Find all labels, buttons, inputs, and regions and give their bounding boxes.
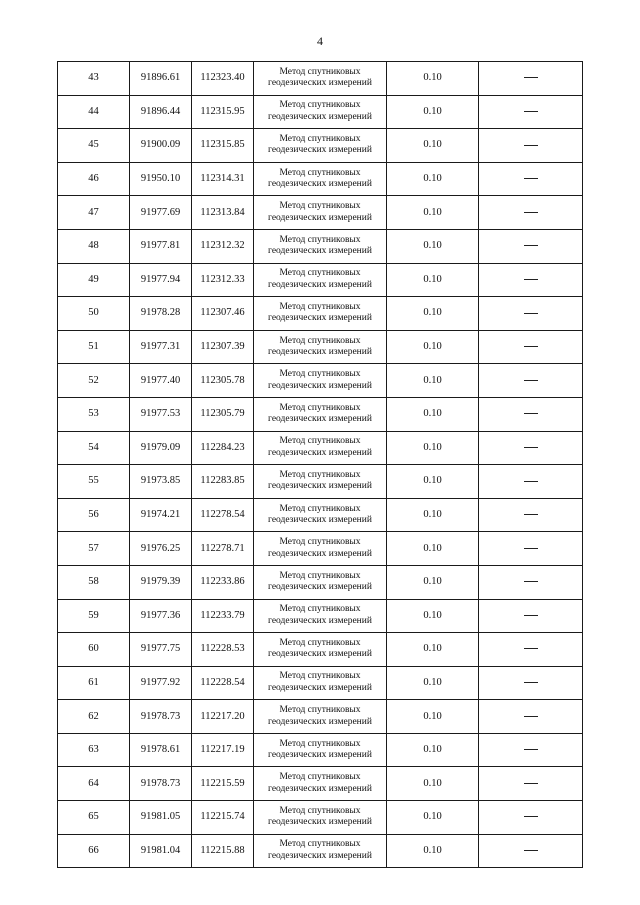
x-coordinate-cell: 91977.94 [130,263,192,297]
description-cell [479,834,583,868]
method-line-2: геодезических измерений [268,548,372,559]
y-coordinate-cell: 112228.53 [192,633,254,667]
description-cell [479,62,583,96]
accuracy-cell: 0.10 [387,666,479,700]
table-row [58,834,583,868]
dash-mark [524,615,538,616]
accuracy-cell: 0.10 [387,364,479,398]
y-coordinate-cell: 112305.78 [192,364,254,398]
x-coordinate-cell: 91978.73 [130,700,192,734]
point-number-cell: 45 [58,129,130,163]
method-line-1: Метод спутниковых [279,335,361,346]
method-line-1: Метод спутниковых [279,637,361,648]
description-cell [479,229,583,263]
method-line-1: Метод спутниковых [279,705,361,716]
table-row [58,431,583,465]
method-cell [254,498,387,532]
method-cell [254,633,387,667]
method-cell [254,599,387,633]
table-row [58,532,583,566]
table-row [58,330,583,364]
dash-mark [524,850,538,851]
method-cell [254,263,387,297]
y-coordinate-cell: 112315.85 [192,129,254,163]
table-row [58,565,583,599]
method-line-2: геодезических измерений [268,447,372,458]
description-cell [479,330,583,364]
dash-mark [524,447,538,448]
x-coordinate-cell: 91900.09 [130,129,192,163]
description-cell [479,801,583,835]
dash-mark [524,514,538,515]
accuracy-cell: 0.10 [387,229,479,263]
x-coordinate-cell: 91976.25 [130,532,192,566]
method-line-1: Метод спутниковых [279,100,361,111]
y-coordinate-cell: 112215.88 [192,834,254,868]
table-row [58,767,583,801]
dash-mark [524,77,538,78]
y-coordinate-cell: 112278.54 [192,498,254,532]
table-row [58,95,583,129]
method-line-2: геодезических измерений [268,817,372,828]
accuracy-cell: 0.10 [387,129,479,163]
method-cell [254,397,387,431]
method-cell [254,330,387,364]
y-coordinate-cell: 112278.71 [192,532,254,566]
x-coordinate-cell: 91974.21 [130,498,192,532]
y-coordinate-cell: 112305.79 [192,397,254,431]
point-number-cell: 54 [58,431,130,465]
table-row [58,733,583,767]
method-cell [254,364,387,398]
dash-mark [524,481,538,482]
y-coordinate-cell: 112323.40 [192,62,254,96]
accuracy-cell: 0.10 [387,633,479,667]
dash-mark [524,279,538,280]
description-cell [479,767,583,801]
method-cell [254,834,387,868]
y-coordinate-cell: 112217.19 [192,733,254,767]
table-row [58,633,583,667]
table-row [58,229,583,263]
dash-mark [524,178,538,179]
accuracy-cell: 0.10 [387,465,479,499]
x-coordinate-cell: 91950.10 [130,162,192,196]
method-cell [254,162,387,196]
y-coordinate-cell: 112215.74 [192,801,254,835]
accuracy-cell: 0.10 [387,263,479,297]
method-line-1: Метод спутниковых [279,436,361,447]
y-coordinate-cell: 112314.31 [192,162,254,196]
table-row [58,801,583,835]
x-coordinate-cell: 91978.61 [130,733,192,767]
method-line-1: Метод спутниковых [279,537,361,548]
accuracy-cell: 0.10 [387,162,479,196]
point-number-cell: 51 [58,330,130,364]
method-line-2: геодезических измерений [268,582,372,593]
dash-mark [524,648,538,649]
dash-mark [524,581,538,582]
dash-mark [524,783,538,784]
accuracy-cell: 0.10 [387,431,479,465]
method-line-2: геодезических измерений [268,615,372,626]
method-line-1: Метод спутниковых [279,301,361,312]
accuracy-cell: 0.10 [387,330,479,364]
method-line-2: геодезических измерений [268,179,372,190]
y-coordinate-cell: 112284.23 [192,431,254,465]
table-row [58,700,583,734]
page-number: 4 [317,34,323,48]
x-coordinate-cell: 91978.73 [130,767,192,801]
dash-mark [524,111,538,112]
method-cell [254,801,387,835]
description-cell [479,364,583,398]
method-line-2: геодезических измерений [268,380,372,391]
x-coordinate-cell: 91977.69 [130,196,192,230]
description-cell [479,297,583,331]
dash-mark [524,413,538,414]
method-cell [254,95,387,129]
accuracy-cell: 0.10 [387,700,479,734]
method-cell [254,700,387,734]
method-line-1: Метод спутниковых [279,772,361,783]
method-line-2: геодезических измерений [268,246,372,257]
point-number-cell: 46 [58,162,130,196]
y-coordinate-cell: 112313.84 [192,196,254,230]
method-line-2: геодезических измерений [268,481,372,492]
accuracy-cell: 0.10 [387,599,479,633]
method-line-1: Метод спутниковых [279,167,361,178]
x-coordinate-cell: 91973.85 [130,465,192,499]
method-line-1: Метод спутниковых [279,66,361,77]
description-cell [479,700,583,734]
table-row [58,196,583,230]
x-coordinate-cell: 91977.40 [130,364,192,398]
x-coordinate-cell: 91896.44 [130,95,192,129]
method-line-2: геодезических измерений [268,649,372,660]
accuracy-cell: 0.10 [387,733,479,767]
dash-mark [524,380,538,381]
method-line-2: геодезических измерений [268,145,372,156]
method-line-1: Метод спутниковых [279,805,361,816]
method-cell [254,431,387,465]
description-cell [479,666,583,700]
point-number-cell: 52 [58,364,130,398]
method-line-1: Метод спутниковых [279,402,361,413]
description-cell [479,465,583,499]
description-cell [479,129,583,163]
accuracy-cell: 0.10 [387,95,479,129]
method-line-1: Метод спутниковых [279,503,361,514]
point-number-cell: 43 [58,62,130,96]
point-number-cell: 47 [58,196,130,230]
method-cell [254,196,387,230]
point-number-cell: 61 [58,666,130,700]
method-line-2: геодезических измерений [268,682,372,693]
point-number-cell: 57 [58,532,130,566]
method-line-2: геодезических измерений [268,414,372,425]
accuracy-cell: 0.10 [387,498,479,532]
accuracy-cell: 0.10 [387,834,479,868]
description-cell [479,633,583,667]
table-row [58,498,583,532]
point-number-cell: 56 [58,498,130,532]
dash-mark [524,548,538,549]
table-row [58,465,583,499]
method-line-1: Метод спутниковых [279,671,361,682]
method-line-1: Метод спутниковых [279,201,361,212]
x-coordinate-cell: 91981.05 [130,801,192,835]
method-line-2: геодезических измерений [268,313,372,324]
dash-mark [524,245,538,246]
point-number-cell: 48 [58,229,130,263]
method-line-2: геодезических измерений [268,850,372,861]
description-cell [479,565,583,599]
x-coordinate-cell: 91977.36 [130,599,192,633]
method-cell [254,229,387,263]
x-coordinate-cell: 91977.92 [130,666,192,700]
method-line-2: геодезических измерений [268,78,372,89]
x-coordinate-cell: 91977.75 [130,633,192,667]
y-coordinate-cell: 112233.79 [192,599,254,633]
dash-mark [524,145,538,146]
x-coordinate-cell: 91981.04 [130,834,192,868]
method-cell [254,767,387,801]
accuracy-cell: 0.10 [387,62,479,96]
x-coordinate-cell: 91979.39 [130,565,192,599]
method-line-2: геодезических измерений [268,515,372,526]
dash-mark [524,716,538,717]
description-cell [479,733,583,767]
x-coordinate-cell: 91977.81 [130,229,192,263]
method-line-1: Метод спутниковых [279,369,361,380]
method-line-2: геодезических измерений [268,212,372,223]
method-line-2: геодезических измерений [268,347,372,358]
table-row [58,62,583,96]
method-line-2: геодезических измерений [268,750,372,761]
description-cell [479,162,583,196]
y-coordinate-cell: 112233.86 [192,565,254,599]
y-coordinate-cell: 112283.85 [192,465,254,499]
point-number-cell: 65 [58,801,130,835]
table-row [58,129,583,163]
method-cell [254,532,387,566]
table-row [58,263,583,297]
method-cell [254,733,387,767]
description-cell [479,397,583,431]
method-cell [254,129,387,163]
y-coordinate-cell: 112215.59 [192,767,254,801]
dash-mark [524,212,538,213]
method-cell [254,62,387,96]
method-line-1: Метод спутниковых [279,839,361,850]
method-line-1: Метод спутниковых [279,738,361,749]
table-row [58,297,583,331]
point-number-cell: 63 [58,733,130,767]
method-line-2: геодезических измерений [268,716,372,727]
method-line-1: Метод спутниковых [279,604,361,615]
y-coordinate-cell: 112307.39 [192,330,254,364]
description-cell [479,196,583,230]
x-coordinate-cell: 91978.28 [130,297,192,331]
method-line-2: геодезических измерений [268,279,372,290]
accuracy-cell: 0.10 [387,565,479,599]
x-coordinate-cell: 91896.61 [130,62,192,96]
table-row [58,162,583,196]
accuracy-cell: 0.10 [387,532,479,566]
method-line-2: геодезических измерений [268,783,372,794]
method-line-1: Метод спутниковых [279,234,361,245]
description-cell [479,498,583,532]
method-cell [254,666,387,700]
method-cell [254,297,387,331]
y-coordinate-cell: 112228.54 [192,666,254,700]
table-row [58,364,583,398]
table-row [58,599,583,633]
accuracy-cell: 0.10 [387,196,479,230]
accuracy-cell: 0.10 [387,767,479,801]
table-row [58,666,583,700]
y-coordinate-cell: 112312.32 [192,229,254,263]
point-number-cell: 60 [58,633,130,667]
dash-mark [524,682,538,683]
point-number-cell: 53 [58,397,130,431]
accuracy-cell: 0.10 [387,801,479,835]
point-number-cell: 49 [58,263,130,297]
accuracy-cell: 0.10 [387,297,479,331]
method-line-1: Метод спутниковых [279,133,361,144]
point-number-cell: 55 [58,465,130,499]
point-number-cell: 59 [58,599,130,633]
point-number-cell: 66 [58,834,130,868]
description-cell [479,431,583,465]
table-row [58,397,583,431]
point-number-cell: 62 [58,700,130,734]
point-number-cell: 58 [58,565,130,599]
description-cell [479,532,583,566]
y-coordinate-cell: 112217.20 [192,700,254,734]
method-cell [254,465,387,499]
x-coordinate-cell: 91977.31 [130,330,192,364]
method-line-2: геодезических измерений [268,111,372,122]
x-coordinate-cell: 91977.53 [130,397,192,431]
method-cell [254,565,387,599]
description-cell [479,263,583,297]
accuracy-cell: 0.10 [387,397,479,431]
dash-mark [524,313,538,314]
method-line-1: Метод спутниковых [279,570,361,581]
x-coordinate-cell: 91979.09 [130,431,192,465]
point-number-cell: 64 [58,767,130,801]
table-body [58,62,583,868]
dash-mark [524,749,538,750]
y-coordinate-cell: 112307.46 [192,297,254,331]
description-cell [479,599,583,633]
description-cell [479,95,583,129]
point-number-cell: 44 [58,95,130,129]
coordinates-table [57,61,583,868]
dash-mark [524,816,538,817]
y-coordinate-cell: 112312.33 [192,263,254,297]
y-coordinate-cell: 112315.95 [192,95,254,129]
method-line-1: Метод спутниковых [279,268,361,279]
method-line-1: Метод спутниковых [279,469,361,480]
dash-mark [524,346,538,347]
point-number-cell: 50 [58,297,130,331]
